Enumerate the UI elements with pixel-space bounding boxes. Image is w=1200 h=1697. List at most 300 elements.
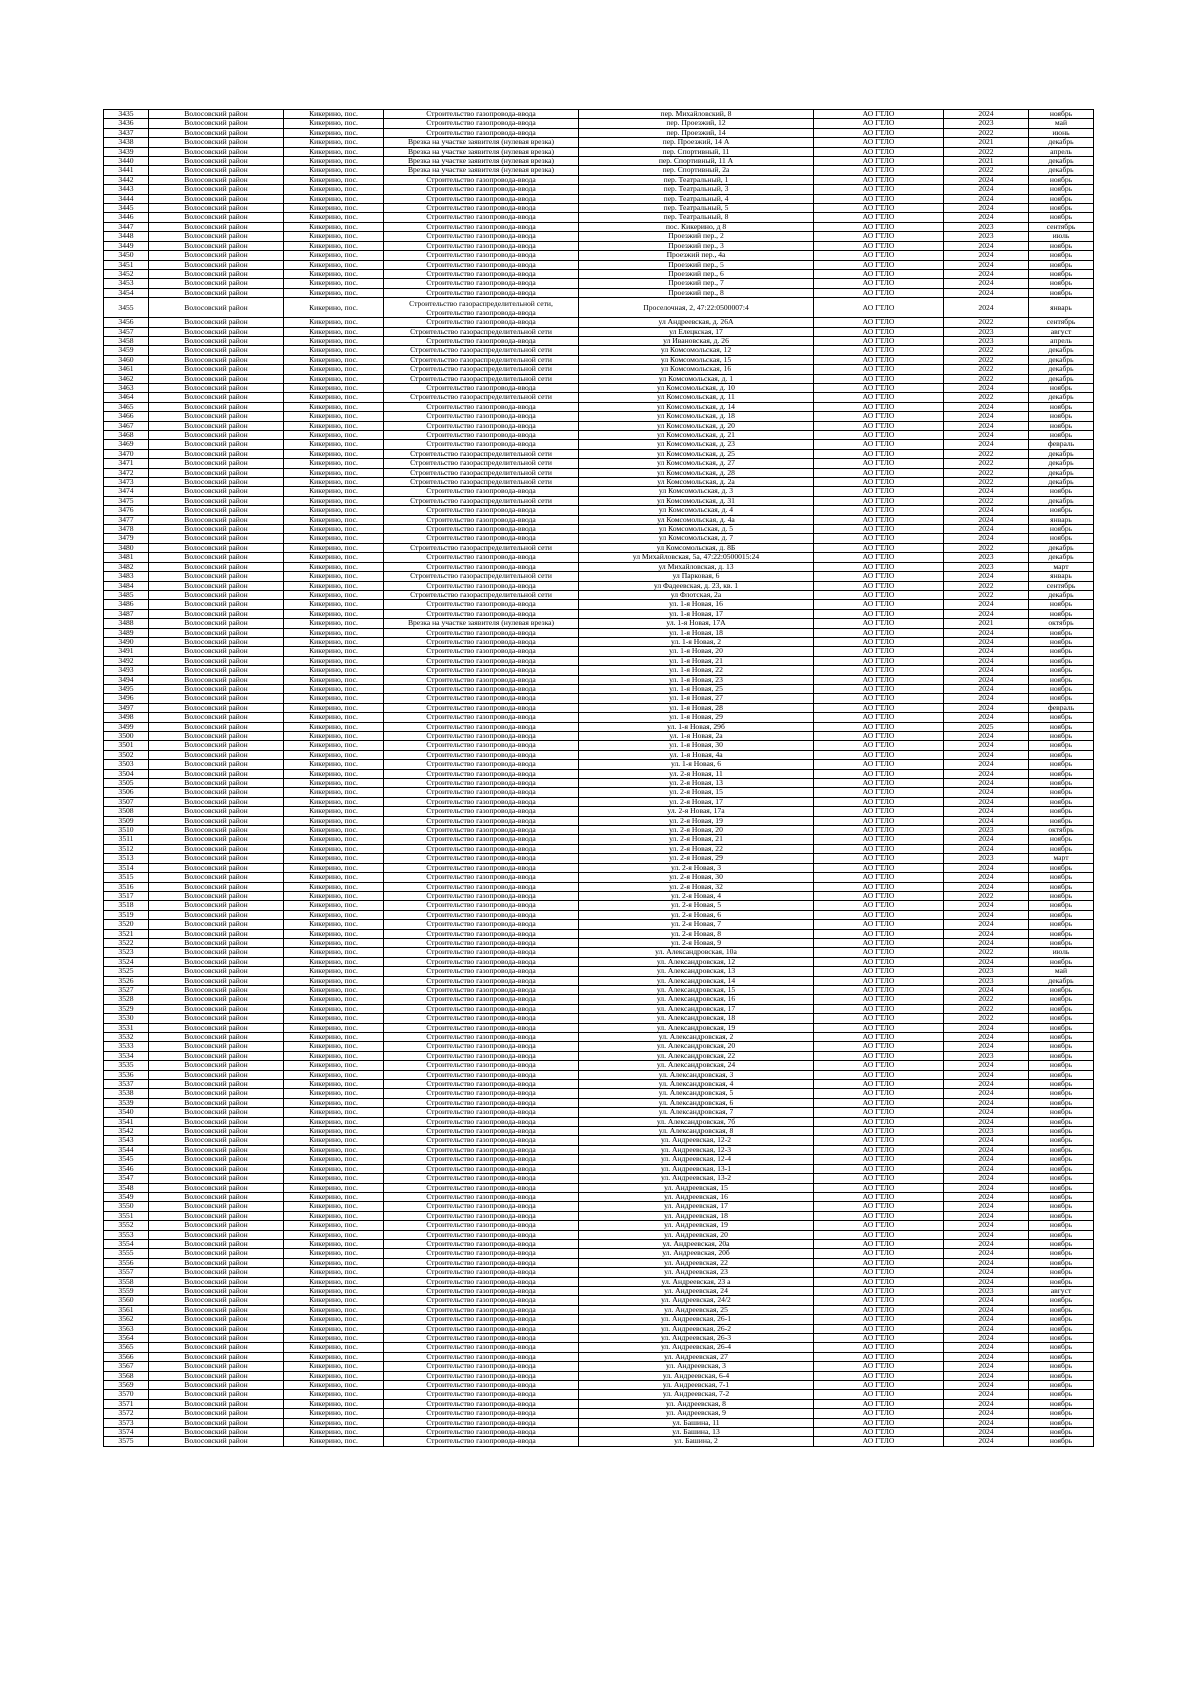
organization-cell: АО ГТЛО	[814, 1051, 944, 1060]
address-cell: ул Комсомольская, д. 25	[579, 449, 814, 458]
settlement-cell: Кикерино, пос.	[284, 449, 384, 458]
settlement-cell: Кикерино, пос.	[284, 581, 384, 590]
month-cell: ноябрь	[1029, 204, 1094, 213]
table-row	[104, 1202, 1094, 1211]
row-number: 3518	[104, 901, 149, 910]
address-cell: ул Комсомольская, д. 4	[579, 506, 814, 515]
month-cell: ноябрь	[1029, 1004, 1094, 1013]
settlement-cell: Кикерино, пос.	[284, 1183, 384, 1192]
month-cell: ноябрь	[1029, 288, 1094, 297]
organization-cell: АО ГТЛО	[814, 421, 944, 430]
year-cell: 2024	[944, 194, 1029, 203]
table-row	[104, 119, 1094, 128]
year-cell: 2024	[944, 213, 1029, 222]
district-cell: Волосовский район	[149, 722, 284, 731]
address-cell: ул Комсомольская, д. 23	[579, 440, 814, 449]
row-number: 3500	[104, 732, 149, 741]
row-number: 3436	[104, 119, 149, 128]
settlement-cell: Кикерино, пос.	[284, 421, 384, 430]
year-cell: 2024	[944, 1343, 1029, 1352]
year-cell: 2023	[944, 967, 1029, 976]
month-cell: ноябрь	[1029, 402, 1094, 411]
organization-cell: АО ГТЛО	[814, 1108, 944, 1117]
settlement-cell: Кикерино, пос.	[284, 327, 384, 336]
row-number: 3509	[104, 816, 149, 825]
work-type-cell: Строительство газопровода-ввода	[384, 1428, 579, 1437]
organization-cell: АО ГТЛО	[814, 525, 944, 534]
month-cell: ноябрь	[1029, 995, 1094, 1004]
row-number: 3472	[104, 468, 149, 477]
organization-cell: АО ГТЛО	[814, 1286, 944, 1295]
address-cell: ул. 1-я Новая, 30	[579, 741, 814, 750]
year-cell: 2024	[944, 807, 1029, 816]
address-cell: Проезжий пер., 7	[579, 279, 814, 288]
work-type-cell: Строительство газопровода-ввода	[384, 995, 579, 1004]
month-cell: ноябрь	[1029, 1136, 1094, 1145]
work-type-cell: Строительство газопровода-ввода	[384, 1051, 579, 1060]
table-row	[104, 506, 1094, 515]
work-type-cell: Строительство газопровода-ввода	[384, 487, 579, 496]
row-number: 3519	[104, 910, 149, 919]
work-type-cell: Строительство газопровода-ввода	[384, 1108, 579, 1117]
month-cell: декабрь	[1029, 468, 1094, 477]
table-row	[104, 1277, 1094, 1286]
district-cell: Волосовский район	[149, 844, 284, 853]
row-number: 3466	[104, 412, 149, 421]
district-cell: Волосовский район	[149, 402, 284, 411]
settlement-cell: Кикерино, пос.	[284, 562, 384, 571]
district-cell: Волосовский район	[149, 232, 284, 241]
settlement-cell: Кикерино, пос.	[284, 1296, 384, 1305]
year-cell: 2022	[944, 374, 1029, 383]
month-cell: ноябрь	[1029, 1277, 1094, 1286]
year-cell: 2024	[944, 779, 1029, 788]
organization-cell: АО ГТЛО	[814, 534, 944, 543]
organization-cell: АО ГТЛО	[814, 1352, 944, 1361]
year-cell: 2024	[944, 534, 1029, 543]
work-type-cell: Строительство газопровода-ввода	[384, 703, 579, 712]
month-cell: ноябрь	[1029, 769, 1094, 778]
table-row	[104, 393, 1094, 402]
year-cell: 2024	[944, 910, 1029, 919]
settlement-cell: Кикерино, пос.	[284, 750, 384, 759]
work-type-cell: Строительство газопровода-ввода	[384, 128, 579, 137]
work-type-cell: Врезка на участке заявителя (нулевая врезка)	[384, 619, 579, 628]
row-number: 3495	[104, 684, 149, 693]
row-number: 3478	[104, 525, 149, 534]
table-row	[104, 1371, 1094, 1380]
month-cell: декабрь	[1029, 157, 1094, 166]
table-row	[104, 1155, 1094, 1164]
table-row	[104, 1399, 1094, 1408]
address-cell: ул. 2-я Новая, 5	[579, 901, 814, 910]
row-number: 3470	[104, 449, 149, 458]
table-row	[104, 157, 1094, 166]
address-cell: ул. Александровская, 2	[579, 1033, 814, 1042]
organization-cell: АО ГТЛО	[814, 929, 944, 938]
address-cell: ул. Андреевская, 13-1	[579, 1164, 814, 1173]
month-cell: ноябрь	[1029, 175, 1094, 184]
organization-cell: АО ГТЛО	[814, 910, 944, 919]
table-row	[104, 684, 1094, 693]
row-number: 3454	[104, 288, 149, 297]
month-cell: ноябрь	[1029, 1371, 1094, 1380]
month-cell: ноябрь	[1029, 421, 1094, 430]
district-cell: Волосовский район	[149, 157, 284, 166]
organization-cell: АО ГТЛО	[814, 920, 944, 929]
work-type-cell: Строительство газопровода-ввода	[384, 506, 579, 515]
organization-cell: АО ГТЛО	[814, 1211, 944, 1220]
row-number: 3460	[104, 355, 149, 364]
settlement-cell: Кикерино, пос.	[284, 948, 384, 957]
settlement-cell: Кикерино, пос.	[284, 1230, 384, 1239]
row-number: 3574	[104, 1428, 149, 1437]
table-row	[104, 844, 1094, 853]
address-cell: ул. 2-я Новая, 3	[579, 863, 814, 872]
month-cell: ноябрь	[1029, 760, 1094, 769]
work-type-cell: Строительство газопровода-ввода	[384, 525, 579, 534]
table-row	[104, 213, 1094, 222]
settlement-cell: Кикерино, пос.	[284, 769, 384, 778]
address-cell: ул Фадеевская, д. 23, кв. 1	[579, 581, 814, 590]
row-number: 3526	[104, 976, 149, 985]
year-cell: 2024	[944, 251, 1029, 260]
month-cell: ноябрь	[1029, 1183, 1094, 1192]
settlement-cell: Кикерино, пос.	[284, 260, 384, 269]
settlement-cell: Кикерино, пос.	[284, 1211, 384, 1220]
settlement-cell: Кикерино, пос.	[284, 995, 384, 1004]
table-row	[104, 402, 1094, 411]
organization-cell: АО ГТЛО	[814, 346, 944, 355]
month-cell: ноябрь	[1029, 722, 1094, 731]
organization-cell: АО ГТЛО	[814, 1042, 944, 1051]
organization-cell: АО ГТЛО	[814, 1334, 944, 1343]
year-cell: 2023	[944, 1051, 1029, 1060]
table-row	[104, 1343, 1094, 1352]
year-cell: 2022	[944, 393, 1029, 402]
year-cell: 2024	[944, 440, 1029, 449]
organization-cell: АО ГТЛО	[814, 327, 944, 336]
settlement-cell: Кикерино, пос.	[284, 760, 384, 769]
row-number: 3569	[104, 1381, 149, 1390]
organization-cell: АО ГТЛО	[814, 478, 944, 487]
settlement-cell: Кикерино, пос.	[284, 957, 384, 966]
work-type-cell: Строительство газораспределительной сети, Строительство газопровода-ввода	[384, 298, 579, 318]
month-cell: ноябрь	[1029, 929, 1094, 938]
row-number: 3558	[104, 1277, 149, 1286]
settlement-cell: Кикерино, пос.	[284, 807, 384, 816]
work-type-cell: Строительство газопровода-ввода	[384, 1033, 579, 1042]
work-type-cell: Строительство газопровода-ввода	[384, 797, 579, 806]
district-cell: Волосовский район	[149, 440, 284, 449]
address-cell: ул Комсомольская, д. 8Б	[579, 543, 814, 552]
address-cell: ул. Андреевская, 26-3	[579, 1334, 814, 1343]
address-cell: ул. 1-я Новая, 22	[579, 666, 814, 675]
district-cell: Волосовский район	[149, 288, 284, 297]
year-cell: 2022	[944, 365, 1029, 374]
address-cell: ул. 2-я Новая, 19	[579, 816, 814, 825]
row-number: 3566	[104, 1352, 149, 1361]
organization-cell: АО ГТЛО	[814, 788, 944, 797]
table-row	[104, 440, 1094, 449]
work-type-cell: Строительство газопровода-ввода	[384, 684, 579, 693]
settlement-cell: Кикерино, пос.	[284, 1343, 384, 1352]
month-cell: ноябрь	[1029, 637, 1094, 646]
year-cell: 2022	[944, 581, 1029, 590]
organization-cell: АО ГТЛО	[814, 1014, 944, 1023]
address-cell: ул. Александровская, 6	[579, 1098, 814, 1107]
work-type-cell: Строительство газопровода-ввода	[384, 1277, 579, 1286]
year-cell: 2024	[944, 835, 1029, 844]
district-cell: Волосовский район	[149, 553, 284, 562]
address-cell: ул Комсомольская, д. 21	[579, 431, 814, 440]
table-row	[104, 722, 1094, 731]
district-cell: Волосовский район	[149, 374, 284, 383]
table-row	[104, 421, 1094, 430]
settlement-cell: Кикерино, пос.	[284, 1117, 384, 1126]
row-number: 3490	[104, 637, 149, 646]
year-cell: 2024	[944, 506, 1029, 515]
district-cell: Волосовский район	[149, 1014, 284, 1023]
address-cell: ул Комсомольская, д. 10	[579, 383, 814, 392]
year-cell: 2024	[944, 1409, 1029, 1418]
address-cell: ул. 1-я Новая, 21	[579, 656, 814, 665]
work-type-cell: Строительство газораспределительной сети	[384, 355, 579, 364]
address-cell: ул. Андреевская, 6-4	[579, 1371, 814, 1380]
table-row	[104, 365, 1094, 374]
work-type-cell: Строительство газопровода-ввода	[384, 1268, 579, 1277]
table-row	[104, 760, 1094, 769]
organization-cell: АО ГТЛО	[814, 1362, 944, 1371]
year-cell: 2024	[944, 515, 1029, 524]
work-type-cell: Строительство газопровода-ввода	[384, 1296, 579, 1305]
work-type-cell: Строительство газопровода-ввода	[384, 421, 579, 430]
settlement-cell: Кикерино, пос.	[284, 1239, 384, 1248]
work-type-cell: Строительство газопровода-ввода	[384, 1174, 579, 1183]
row-number: 3546	[104, 1164, 149, 1173]
work-type-cell: Строительство газопровода-ввода	[384, 863, 579, 872]
settlement-cell: Кикерино, пос.	[284, 1437, 384, 1446]
year-cell: 2024	[944, 1296, 1029, 1305]
table-row	[104, 1239, 1094, 1248]
address-cell: ул. Андреевская, 18	[579, 1211, 814, 1220]
district-cell: Волосовский район	[149, 1428, 284, 1437]
address-cell: ул. Александровская, 7	[579, 1108, 814, 1117]
organization-cell: АО ГТЛО	[814, 600, 944, 609]
work-type-cell: Строительство газопровода-ввода	[384, 440, 579, 449]
table-row	[104, 769, 1094, 778]
table-row	[104, 572, 1094, 581]
table-row	[104, 1136, 1094, 1145]
address-cell: ул Комсомольская, 12	[579, 346, 814, 355]
work-type-cell: Строительство газопровода-ввода	[384, 1080, 579, 1089]
settlement-cell: Кикерино, пос.	[284, 288, 384, 297]
district-cell: Волосовский район	[149, 1174, 284, 1183]
year-cell: 2024	[944, 797, 1029, 806]
settlement-cell: Кикерино, пос.	[284, 779, 384, 788]
address-cell: ул. 2-я Новая, 30	[579, 873, 814, 882]
work-type-cell: Строительство газораспределительной сети	[384, 449, 579, 458]
settlement-cell: Кикерино, пос.	[284, 1108, 384, 1117]
year-cell: 2024	[944, 600, 1029, 609]
organization-cell: АО ГТЛО	[814, 1183, 944, 1192]
settlement-cell: Кикерино, пос.	[284, 929, 384, 938]
district-cell: Волосовский район	[149, 365, 284, 374]
year-cell: 2024	[944, 741, 1029, 750]
month-cell: ноябрь	[1029, 534, 1094, 543]
row-number: 3496	[104, 694, 149, 703]
organization-cell: АО ГТЛО	[814, 383, 944, 392]
year-cell: 2024	[944, 750, 1029, 759]
district-cell: Волосовский район	[149, 647, 284, 656]
year-cell: 2024	[944, 882, 1029, 891]
organization-cell: АО ГТЛО	[814, 402, 944, 411]
work-type-cell: Строительство газопровода-ввода	[384, 713, 579, 722]
year-cell: 2024	[944, 1098, 1029, 1107]
month-cell: ноябрь	[1029, 185, 1094, 194]
work-type-cell: Строительство газопровода-ввода	[384, 967, 579, 976]
row-number: 3456	[104, 318, 149, 327]
settlement-cell: Кикерино, пос.	[284, 1051, 384, 1060]
organization-cell: АО ГТЛО	[814, 449, 944, 458]
month-cell: ноябрь	[1029, 487, 1094, 496]
settlement-cell: Кикерино, пос.	[284, 1352, 384, 1361]
month-cell: июль	[1029, 948, 1094, 957]
organization-cell: АО ГТЛО	[814, 1192, 944, 1201]
row-number: 3508	[104, 807, 149, 816]
organization-cell: АО ГТЛО	[814, 1324, 944, 1333]
work-type-cell: Строительство газопровода-ввода	[384, 1136, 579, 1145]
row-number: 3473	[104, 478, 149, 487]
month-cell: ноябрь	[1029, 750, 1094, 759]
month-cell: ноябрь	[1029, 675, 1094, 684]
table-row	[104, 288, 1094, 297]
organization-cell: АО ГТЛО	[814, 619, 944, 628]
table-row	[104, 976, 1094, 985]
row-number: 3550	[104, 1202, 149, 1211]
row-number: 3539	[104, 1098, 149, 1107]
district-cell: Волосовский район	[149, 412, 284, 421]
row-number: 3547	[104, 1174, 149, 1183]
row-number: 3475	[104, 496, 149, 505]
month-cell: январь	[1029, 515, 1094, 524]
work-type-cell: Строительство газопровода-ввода	[384, 656, 579, 665]
settlement-cell: Кикерино, пос.	[284, 920, 384, 929]
row-number: 3538	[104, 1089, 149, 1098]
month-cell: апрель	[1029, 336, 1094, 345]
year-cell: 2022	[944, 318, 1029, 327]
table-row	[104, 619, 1094, 628]
address-cell: пер. Спортивный, 11	[579, 147, 814, 156]
table-row	[104, 138, 1094, 147]
table-row	[104, 1249, 1094, 1258]
row-number: 3541	[104, 1117, 149, 1126]
work-type-cell: Строительство газопровода-ввода	[384, 1127, 579, 1136]
month-cell: декабрь	[1029, 976, 1094, 985]
year-cell: 2024	[944, 525, 1029, 534]
table-row	[104, 553, 1094, 562]
district-cell: Волосовский район	[149, 684, 284, 693]
district-cell: Волосовский район	[149, 1230, 284, 1239]
settlement-cell: Кикерино, пос.	[284, 1098, 384, 1107]
work-type-cell: Строительство газопровода-ввода	[384, 732, 579, 741]
year-cell: 2023	[944, 826, 1029, 835]
row-number: 3438	[104, 138, 149, 147]
table-row	[104, 1305, 1094, 1314]
work-type-cell: Строительство газопровода-ввода	[384, 844, 579, 853]
organization-cell: АО ГТЛО	[814, 628, 944, 637]
work-type-cell: Строительство газопровода-ввода	[384, 873, 579, 882]
address-cell: ул. 1-я Новая, 20	[579, 647, 814, 656]
organization-cell: АО ГТЛО	[814, 166, 944, 175]
district-cell: Волосовский район	[149, 110, 284, 119]
row-number: 3498	[104, 713, 149, 722]
month-cell: ноябрь	[1029, 1258, 1094, 1267]
address-cell: ул. 1-я Новая, 18	[579, 628, 814, 637]
table-row	[104, 166, 1094, 175]
year-cell: 2022	[944, 166, 1029, 175]
table-row	[104, 1230, 1094, 1239]
settlement-cell: Кикерино, пос.	[284, 534, 384, 543]
district-cell: Волосовский район	[149, 1192, 284, 1201]
settlement-cell: Кикерино, пос.	[284, 269, 384, 278]
organization-cell: АО ГТЛО	[814, 957, 944, 966]
month-cell: ноябрь	[1029, 1117, 1094, 1126]
address-cell: ул Комсомольская, д. 3	[579, 487, 814, 496]
district-cell: Волосовский район	[149, 1070, 284, 1079]
address-cell: ул. Башина, 11	[579, 1418, 814, 1427]
address-cell: ул. 2-я Новая, 8	[579, 929, 814, 938]
district-cell: Волосовский район	[149, 1277, 284, 1286]
row-number: 3494	[104, 675, 149, 684]
district-cell: Волосовский район	[149, 194, 284, 203]
work-type-cell: Строительство газопровода-ввода	[384, 1352, 579, 1361]
organization-cell: АО ГТЛО	[814, 1258, 944, 1267]
address-cell: ул. 2-я Новая, 13	[579, 779, 814, 788]
address-cell: Проселочная, 2, 47:22:0500007:4	[579, 298, 814, 318]
address-cell: ул. 1-я Новая, 23	[579, 675, 814, 684]
table-row	[104, 241, 1094, 250]
address-cell: ул. Андреевская, 26-4	[579, 1343, 814, 1352]
table-row	[104, 628, 1094, 637]
settlement-cell: Кикерино, пос.	[284, 675, 384, 684]
organization-cell: АО ГТЛО	[814, 656, 944, 665]
month-cell: декабрь	[1029, 449, 1094, 458]
year-cell: 2024	[944, 788, 1029, 797]
settlement-cell: Кикерино, пос.	[284, 1061, 384, 1070]
district-cell: Волосовский район	[149, 515, 284, 524]
address-cell: ул. Андреевская, 16	[579, 1192, 814, 1201]
row-number: 3493	[104, 666, 149, 675]
work-type-cell: Врезка на участке заявителя (нулевая врезка)	[384, 157, 579, 166]
address-cell: ул Комсомольская, 16	[579, 365, 814, 374]
table-row	[104, 609, 1094, 618]
year-cell: 2024	[944, 1033, 1029, 1042]
table-row	[104, 1315, 1094, 1324]
row-number: 3453	[104, 279, 149, 288]
row-number: 3570	[104, 1390, 149, 1399]
table-row	[104, 1437, 1094, 1446]
table-row	[104, 298, 1094, 318]
year-cell: 2024	[944, 431, 1029, 440]
year-cell: 2024	[944, 675, 1029, 684]
year-cell: 2024	[944, 1277, 1029, 1286]
row-number: 3444	[104, 194, 149, 203]
table-row	[104, 383, 1094, 392]
district-cell: Волосовский район	[149, 1033, 284, 1042]
year-cell: 2024	[944, 1258, 1029, 1267]
address-cell: Проезжий пер., 5	[579, 260, 814, 269]
